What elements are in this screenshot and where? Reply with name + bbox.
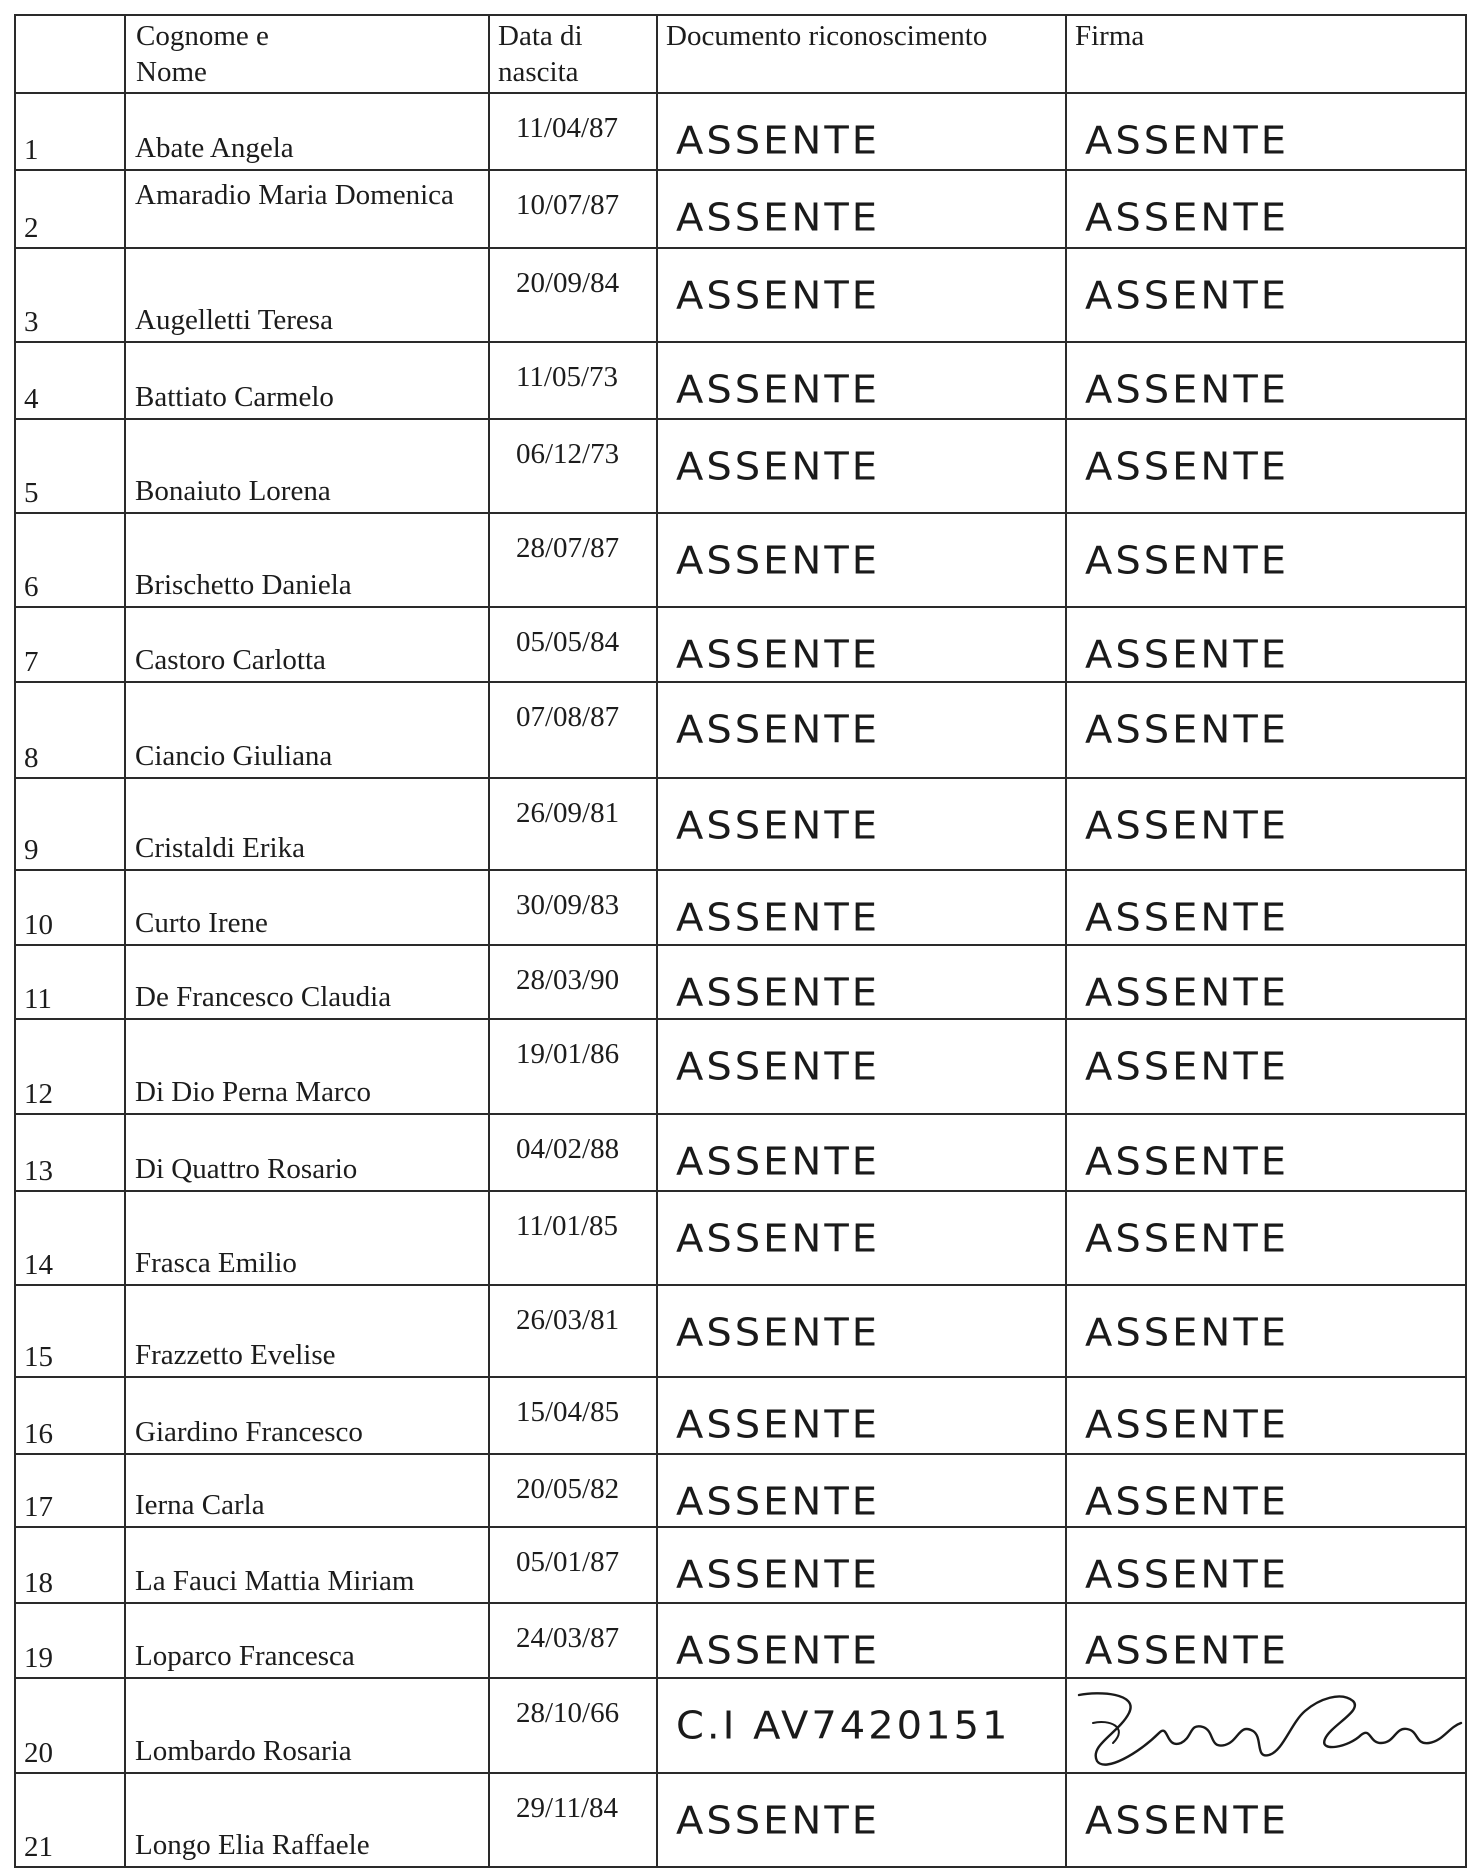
id-document (657, 945, 1066, 1019)
id-document-text: ASSENTE (676, 896, 881, 940)
signature-cell (1066, 1527, 1466, 1603)
row-number: 1 (15, 93, 125, 170)
row-number: 17 (15, 1454, 125, 1527)
row-number: 4 (15, 342, 125, 419)
table-row (15, 1603, 1466, 1678)
person-name: Di Dio Perna Marco (125, 1019, 489, 1114)
id-document-text: ASSENTE (676, 539, 881, 583)
id-document-text: ASSENTE (676, 971, 881, 1015)
id-document (657, 419, 1066, 513)
id-document (657, 513, 1066, 607)
id-document-text: ASSENTE (676, 633, 881, 677)
birth-date: 15/04/85 (489, 1377, 657, 1454)
person-name: Abate Angela (125, 93, 489, 170)
id-document (657, 170, 1066, 248)
signature-text: ASSENTE (1085, 1799, 1290, 1843)
table-row (15, 945, 1466, 1019)
table-row (15, 93, 1466, 170)
birth-date: 24/03/87 (489, 1603, 657, 1678)
row-number: 11 (15, 945, 125, 1019)
id-document-text: ASSENTE (676, 119, 881, 163)
birth-date: 30/09/83 (489, 870, 657, 945)
signature-cell (1066, 1773, 1466, 1867)
id-document-text: C.I AV7420151 (676, 1704, 1011, 1748)
birth-date: 06/12/73 (489, 419, 657, 513)
header-document: Documento riconoscimento (657, 15, 1066, 93)
row-number: 12 (15, 1019, 125, 1114)
person-name: Frasca Emilio (125, 1191, 489, 1285)
signature-text: ASSENTE (1085, 1480, 1290, 1524)
signature-cell (1066, 1114, 1466, 1191)
id-document (657, 1527, 1066, 1603)
id-document-text: ASSENTE (676, 1403, 881, 1447)
table-row (15, 1019, 1466, 1114)
table-row (15, 248, 1466, 342)
table-row (15, 1377, 1466, 1454)
id-document-text: ASSENTE (676, 196, 881, 240)
id-document-text: ASSENTE (676, 1553, 881, 1597)
row-number: 18 (15, 1527, 125, 1603)
table-row (15, 682, 1466, 778)
id-document (657, 342, 1066, 419)
row-number: 15 (15, 1285, 125, 1377)
signature-cell (1066, 778, 1466, 870)
signature-text: ASSENTE (1085, 368, 1290, 412)
person-name: Ierna Carla (125, 1454, 489, 1527)
table-row (15, 1527, 1466, 1603)
row-number: 6 (15, 513, 125, 607)
person-name: Cristaldi Erika (125, 778, 489, 870)
id-document (657, 1114, 1066, 1191)
birth-date: 29/11/84 (489, 1773, 657, 1867)
person-name: Frazzetto Evelise (125, 1285, 489, 1377)
id-document (657, 93, 1066, 170)
row-number: 14 (15, 1191, 125, 1285)
signature-cell (1066, 93, 1466, 170)
signature-scribble-icon (1069, 1683, 1465, 1771)
table-row (15, 170, 1466, 248)
header-row (15, 15, 1466, 93)
person-name: Giardino Francesco (125, 1377, 489, 1454)
person-name: Curto Irene (125, 870, 489, 945)
header-name: Cognome e Nome (125, 15, 489, 93)
table-row (15, 870, 1466, 945)
table-row (15, 1114, 1466, 1191)
signature-cell (1066, 1454, 1466, 1527)
row-number: 8 (15, 682, 125, 778)
table-row (15, 513, 1466, 607)
id-document-text: ASSENTE (676, 1140, 881, 1184)
table-row (15, 607, 1466, 682)
row-number: 3 (15, 248, 125, 342)
person-name: Loparco Francesca (125, 1603, 489, 1678)
id-document-text: ASSENTE (676, 1311, 881, 1355)
row-number: 9 (15, 778, 125, 870)
id-document-text: ASSENTE (676, 708, 881, 752)
signature-text: ASSENTE (1085, 1311, 1290, 1355)
header-birth: Data di nascita (489, 15, 657, 93)
id-document (657, 870, 1066, 945)
person-name: Ciancio Giuliana (125, 682, 489, 778)
id-document (657, 1773, 1066, 1867)
signature-cell (1066, 607, 1466, 682)
row-number: 13 (15, 1114, 125, 1191)
signature-text: ASSENTE (1085, 274, 1290, 318)
signature-cell (1066, 1019, 1466, 1114)
birth-date: 11/04/87 (489, 93, 657, 170)
signature-cell (1066, 682, 1466, 778)
signature-text: ASSENTE (1085, 1140, 1290, 1184)
signature-text: ASSENTE (1085, 896, 1290, 940)
row-number: 21 (15, 1773, 125, 1867)
row-number: 16 (15, 1377, 125, 1454)
signature-text: ASSENTE (1085, 119, 1290, 163)
table-row (15, 1678, 1466, 1773)
birth-date: 28/10/66 (489, 1678, 657, 1773)
signature-cell (1066, 945, 1466, 1019)
signature-text: ASSENTE (1085, 1629, 1290, 1673)
id-document (657, 1191, 1066, 1285)
id-document (657, 778, 1066, 870)
signature-cell (1066, 1377, 1466, 1454)
birth-date: 26/03/81 (489, 1285, 657, 1377)
person-name: Brischetto Daniela (125, 513, 489, 607)
signature-cell (1066, 1603, 1466, 1678)
handwritten-signature (1066, 1678, 1466, 1773)
birth-date: 26/09/81 (489, 778, 657, 870)
table-row (15, 1285, 1466, 1377)
signature-cell (1066, 342, 1466, 419)
birth-date: 28/03/90 (489, 945, 657, 1019)
table-row (15, 419, 1466, 513)
person-name: Lombardo Rosaria (125, 1678, 489, 1773)
id-document-text: ASSENTE (676, 1480, 881, 1524)
signature-text: ASSENTE (1085, 445, 1290, 489)
birth-date: 20/09/84 (489, 248, 657, 342)
birth-date: 05/01/87 (489, 1527, 657, 1603)
id-document (657, 248, 1066, 342)
signature-text: ASSENTE (1085, 633, 1290, 677)
id-document-text: ASSENTE (676, 1045, 881, 1089)
id-document-text: ASSENTE (676, 368, 881, 412)
row-number: 2 (15, 170, 125, 248)
row-number: 19 (15, 1603, 125, 1678)
signature-text: ASSENTE (1085, 804, 1290, 848)
signature-text: ASSENTE (1085, 539, 1290, 583)
person-name: Augelletti Teresa (125, 248, 489, 342)
person-name: La Fauci Mattia Miriam (125, 1527, 489, 1603)
signature-text: ASSENTE (1085, 708, 1290, 752)
signature-cell (1066, 248, 1466, 342)
id-document (657, 1285, 1066, 1377)
person-name: Bonaiuto Lorena (125, 419, 489, 513)
row-number: 5 (15, 419, 125, 513)
signature-text: ASSENTE (1085, 971, 1290, 1015)
birth-date: 11/01/85 (489, 1191, 657, 1285)
signature-cell (1066, 1191, 1466, 1285)
person-name: De Francesco Claudia (125, 945, 489, 1019)
signature-text: ASSENTE (1085, 1403, 1290, 1447)
header-number (15, 15, 125, 93)
birth-date: 11/05/73 (489, 342, 657, 419)
birth-date: 28/07/87 (489, 513, 657, 607)
table-row (15, 1454, 1466, 1527)
row-number: 7 (15, 607, 125, 682)
id-document (657, 607, 1066, 682)
person-name: Longo Elia Raffaele (125, 1773, 489, 1867)
birth-date: 07/08/87 (489, 682, 657, 778)
signature-cell (1066, 1285, 1466, 1377)
birth-date: 20/05/82 (489, 1454, 657, 1527)
row-number: 20 (15, 1678, 125, 1773)
person-name: Amaradio Maria Domenica (125, 170, 489, 248)
signature-text: ASSENTE (1085, 1553, 1290, 1597)
birth-date: 04/02/88 (489, 1114, 657, 1191)
signature-cell (1066, 870, 1466, 945)
table-row (15, 1773, 1466, 1867)
table-row (15, 342, 1466, 419)
signature-cell (1066, 419, 1466, 513)
id-document (657, 1678, 1066, 1773)
birth-date: 19/01/86 (489, 1019, 657, 1114)
row-number: 10 (15, 870, 125, 945)
signature-text: ASSENTE (1085, 1217, 1290, 1261)
id-document-text: ASSENTE (676, 274, 881, 318)
person-name: Battiato Carmelo (125, 342, 489, 419)
birth-date: 05/05/84 (489, 607, 657, 682)
signature-text: ASSENTE (1085, 196, 1290, 240)
attendance-table (14, 14, 1467, 1868)
table-row (15, 1191, 1466, 1285)
id-document-text: ASSENTE (676, 1217, 881, 1261)
id-document (657, 682, 1066, 778)
birth-date: 10/07/87 (489, 170, 657, 248)
signature-cell (1066, 513, 1466, 607)
id-document-text: ASSENTE (676, 445, 881, 489)
id-document-text: ASSENTE (676, 804, 881, 848)
id-document-text: ASSENTE (676, 1799, 881, 1843)
person-name: Di Quattro Rosario (125, 1114, 489, 1191)
id-document (657, 1603, 1066, 1678)
id-document (657, 1019, 1066, 1114)
signature-text: ASSENTE (1085, 1045, 1290, 1089)
person-name: Castoro Carlotta (125, 607, 489, 682)
table-row (15, 778, 1466, 870)
id-document-text: ASSENTE (676, 1629, 881, 1673)
id-document (657, 1377, 1066, 1454)
header-signature: Firma (1066, 15, 1466, 93)
signature-cell (1066, 170, 1466, 248)
id-document (657, 1454, 1066, 1527)
